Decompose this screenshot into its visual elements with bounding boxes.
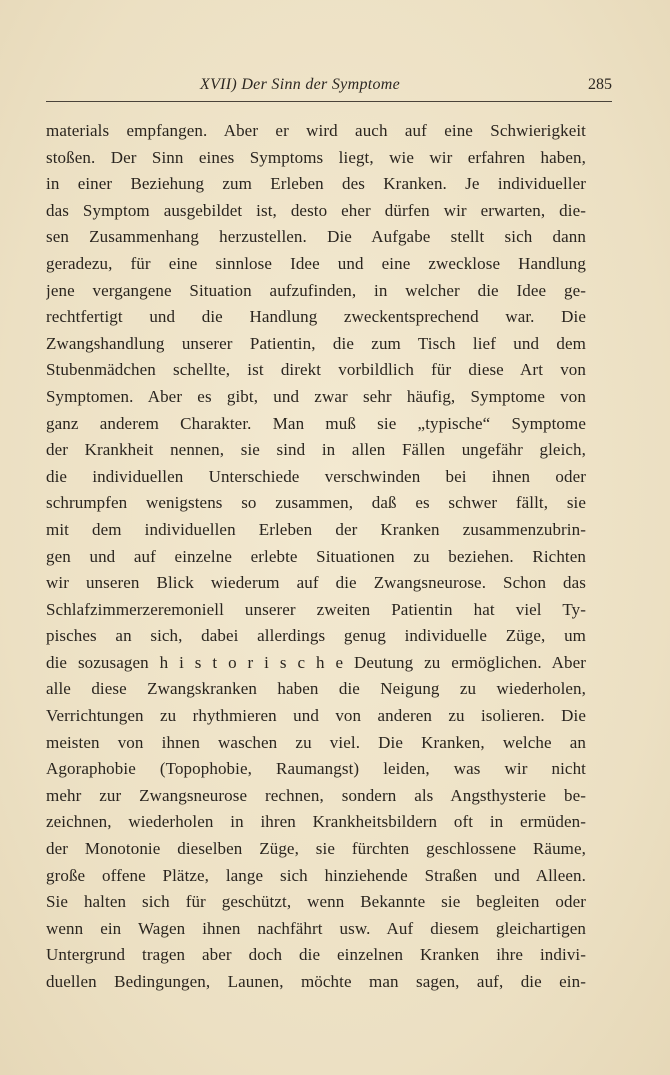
text-line: jene vergangene Situation aufzufinden, in welcher die Idee ge- [46,280,586,300]
text-line: alle diese Zwangskranken haben die Neigung zu wiederholen, [46,679,586,699]
text-line: sen Zusammenhang herzustellen. Die Aufgabe stellt sich dann [46,227,586,247]
text-line: rechtfertigt und die Handlung zweckentsprechend war. Die [46,307,586,327]
text-line: ganz anderem Charakter. Man muß sie „typische“ Symptome [46,413,586,433]
text-line: zeichnen, wiederholen in ihren Krankheitsbildern oft in ermüden- [46,812,586,832]
text-line: duellen Bedingungen, Launen, möchte man sagen, auf, die ein- [46,972,586,991]
text-line: Verrichtungen zu rhythmieren und von anderen zu isolieren. Die [46,706,586,726]
text-line: die sozusagen h i s t o r i s c h e Deutung zu ermöglichen. Aber [46,652,586,672]
text-line: geradezu, für eine sinnlose Idee und eine zwecklose Handlung [46,253,586,273]
page-header [46,70,612,100]
header-rule [46,101,612,102]
body-text [46,118,586,996]
text-line: große offene Plätze, lange sich hinziehende Straßen und Alleen. [46,865,586,885]
text-line: das Symptom ausgebildet ist, desto eher dürfen wir erwarten, die- [46,200,586,220]
text-line: mit dem individuellen Erleben der Kranken zusammenzubrin- [46,519,586,539]
text-line: meisten von ihnen waschen zu viel. Die Kranken, welche an [46,732,586,752]
text-line: stoßen. Der Sinn eines Symptoms liegt, wie wir erfahren haben, [46,147,586,167]
text-line: die individuellen Unterschiede verschwinden bei ihnen oder [46,466,586,486]
text-line: Sie halten sich für geschützt, wenn Bekannte sie begleiten oder [46,892,586,912]
text-line: Untergrund tragen aber doch die einzelnen Kranken ihre indivi- [46,945,586,965]
text-line: gen und auf einzelne erlebte Situationen zu beziehen. Richten [46,546,586,566]
text-line: Schlafzimmerzeremoniell unserer zweiten Patientin hat viel Ty- [46,599,586,619]
text-line: Stubenmädchen schellte, ist direkt vorbildlich für diese Art von [46,360,586,380]
text-line: Symptomen. Aber es gibt, und zwar sehr häufig, Symptome von [46,386,586,406]
page-number: 285 [588,76,612,93]
text-line: der Monotonie dieselben Züge, sie fürchten geschlossene Räume, [46,839,586,859]
text-line: mehr zur Zwangsneurose rechnen, sondern als Angsthysterie be- [46,785,586,805]
text-line: der Krankheit nennen, sie sind in allen Fällen ungefähr gleich, [46,440,586,460]
text-line: schrumpfen wenigstens so zusammen, daß es schwer fällt, sie [46,493,586,513]
text-line: wenn ein Wagen ihnen nachfährt usw. Auf diesem gleichartigen [46,918,586,938]
text-line: Agoraphobie (Topophobie, Raumangst) leiden, was wir nicht [46,759,586,779]
text-line: in einer Beziehung zum Erleben des Kranken. Je individueller [46,174,586,194]
text-line: Zwangshandlung unserer Patientin, die zum Tisch lief und dem [46,333,586,353]
running-title: XVII) Der Sinn der Symptome [200,76,401,93]
text-line: pisches an sich, dabei allerdings genug individuelle Züge, um [46,626,586,646]
text-line: materials empfangen. Aber er wird auch auf eine Schwierigkeit [46,121,586,140]
text-line: wir unseren Blick wiederum auf die Zwangsneurose. Schon das [46,573,586,593]
